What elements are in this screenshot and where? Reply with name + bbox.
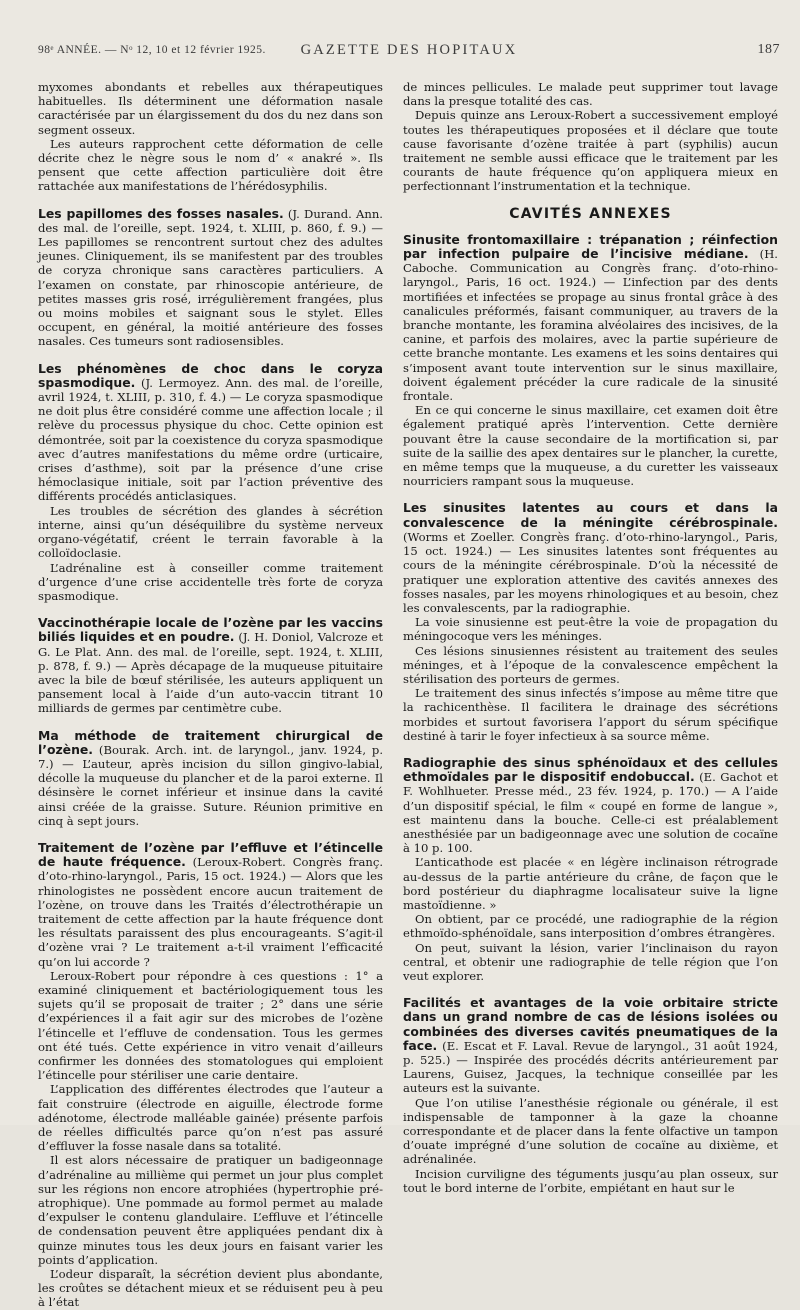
- page-number: 187: [757, 42, 780, 57]
- paragraph: Ces lésions sinusiennes résistent au traitement des seules méninges, et à l’époque de la convalescence empêchent la stérilisation des porteurs de germes.: [403, 643, 778, 686]
- article-methode-chirurgicale: [38, 729, 383, 828]
- paragraph: On obtient, par ce procédé, une radiographie de la région ethmoïdo-sphénoïdale, sans interposition d’ombres étrangères.: [403, 912, 778, 941]
- left-column: [38, 80, 384, 1310]
- paragraph: Leroux-Robert pour répondre à ces questions : 1° a examiné cliniquement et bactériologiquement tous les sujets qu’il se proposait de traiter ; 2° dans une série d’expériences il a fait agir sur des microbes de l’ozène l’étincelle et l’effluve de condensation. Tous les germes ont été tués. Cette expérience in vitro venait d’ailleurs confirmer les données des stomatologues qui emploient l’étincelle pour stériliser une carie dentaire.: [38, 968, 383, 1083]
- paragraph: Après décapage de la muqueuse pituitaire avec la bile de bœuf stérilisée, les auteurs appliquent un pansement local à l’aide d’un auto-vaccin titrant 10 milliards de germes par centimètre cube.: [38, 658, 384, 716]
- article-phenomenes-choc: [38, 362, 383, 603]
- article-citation: (E. Gachot et F. Wohlhueter. Presse méd., 23 fév. 1924, p. 170.) —: [403, 770, 779, 799]
- paragraph: Les sinusites latentes sont fréquentes au cours de la méningite cérébrospinale. D’où la nécessité de pratiquer une exploration attentive des cavités annexes des fosses nasales, par les moyens rhinologiques et au besoin, chez les convalescents, par la radiographie.: [403, 544, 779, 615]
- paragraph: Les auteurs rapprochent cette déformation de celle décrite chez le nègre sous le nom d’ « anakré ». Ils pensent que cette affection particulière doit être rattachée aux manifestations de l’hérédosyphilis.: [38, 136, 383, 194]
- article-voie-orbitaire: [403, 996, 778, 1195]
- article-title: Les papillomes des fosses nasales.: [38, 205, 284, 221]
- paragraph: de minces pellicules. Le malade peut supprimer tout lavage dans la presque totalité des cas.: [403, 80, 778, 109]
- article-haute-frequence: [38, 841, 383, 1310]
- paragraph: Alors que les rhinologistes ne possèdent encore aucun traitement de l’ozène, on trouve dans les Traités d’électrothérapie un traitement de cette affection par la haute fréquence dont les résultats paraissent des plus encourageants. S’agit-il d’ozène vrai ? Le traitement a-t-il vraiment l’efficacité qu’on lui accorde ?: [38, 869, 383, 969]
- article-citation: (Leroux-Robert. Congrès franç. d’oto-rhino-laryngol., Paris, 15 oct. 1924.) —: [38, 855, 384, 884]
- article-vaccinotherapie: [38, 616, 383, 715]
- article-title: Les sinusites latentes au cours et dans la convalescence de la méningite cérébrospinale.: [403, 500, 778, 530]
- paragraph: L’application des différentes électrodes que l’auteur a fait construire (électrode en aiguille, électrode forme adénotome, électrode malléable gainée) présente parfois de réelles difficultés parce qu’on n’est pas assuré d’effluver la fosse nasale dans sa totalité.: [38, 1082, 383, 1154]
- issue-info: 98ᵉ ANNÉE. — Nᵒ 12, 10 et 12 février 1925.: [38, 44, 266, 56]
- paragraph: Le coryza spasmodique ne doit plus être considéré comme une affection locale ; il relève du processus physique du choc. Cette opinion est démontrée, soit par la coexistence du coryza spasmodique avec d’autres manifestations du même ordre (urticaire, crises d’asthme), soit par la présence d’une crise hémoclasique initiale, soit par l’action préventive des différents procédés anticlasiques.: [38, 390, 383, 504]
- paragraph: L’adrénaline est à conseiller comme traitement d’urgence d’une crise accidentelle très forte de coryza spasmodique.: [38, 560, 383, 603]
- paragraph: Les papillomes se rencontrent surtout chez des adultes jeunes. Cliniquement, ils se manifestent par des troubles de coryza chronique sans caractères particuliers. A l’examen on constate, par rhinoscopie antérieure, de petites masses gris rosé, irrégulièrement frangées, plus ou moins mobiles et saignant sous le stylet. Elles occupent, en général, la moitié antérieure des fosses nasales. Ces tumeurs sont radiosensibles.: [38, 235, 383, 349]
- article-citation: (Bourak. Arch. int. de laryngol., janv. 1924, p. 7.) —: [38, 742, 384, 771]
- article-citation: (Worms et Zoeller. Congrès franç. d’oto-rhino-laryngol., Paris, 15 oct. 1924.) —: [403, 529, 778, 559]
- article-title: Facilités et avantages de la voie orbitaire stricte dans un grand nombre de cas de lésions isolées ou combinées des diverses cavités pneumatiques de la face.: [403, 995, 778, 1053]
- article-sinusites-latentes: [403, 501, 778, 742]
- paragraph: L’anticathode est placée « en légère inclinaison rétrograde au-dessus de la partie antérieure du crâne, de façon que le bord postérieur du diaphragme localisateur suive la ligne mastoïdienne. »: [403, 855, 778, 912]
- article-radiographie-sinus: [403, 756, 778, 983]
- article-title: Ma méthode de traitement chirurgical de l’ozène.: [38, 727, 383, 757]
- paragraph: Depuis quinze ans Leroux-Robert a successivement employé toutes les thérapeutiques proposées et il déclare que toute cause favorisante d’ozène traitée à part (syphilis) aucun traitement ne semble aussi efficace que le traitement par les courants de haute fréquence qu’on appliquera mieux en perfectionnant l’instrumentation et la technique.: [403, 108, 778, 194]
- paragraph: L’odeur disparaît, la sécrétion devient plus abondante, les croûtes se détachent mieux et se réduisent peu à peu à l’état: [38, 1267, 383, 1310]
- article-papillomes: [38, 207, 383, 349]
- article-title: Les phénomènes de choc dans le coryza spasmodique.: [38, 360, 383, 390]
- paragraph: Les troubles de sécrétion des glandes à sécrétion interne, ainsi qu’un déséquilibre du système nerveux organo-végétatif, créent le terrain favorable à la colloïdoclasie.: [38, 503, 383, 561]
- paragraph: Il est alors nécessaire de pratiquer un badigeonnage d’adrénaline au millième qui permet un jour plus complet sur les régions non encore atrophiées (hypertrophie pré-atrophique). Une pommade au formol permet au malade d’expulser le contenu glandulaire. L’effluve et l’étincelle de condensation peuvent être appliquées pendant dix à quinze minutes tous les deux jours en faisant varier les points d’application.: [38, 1153, 383, 1267]
- article-citation: (J. Lermoyez. Ann. des mal. de l’oreille, avril 1924, t. XLIII, p. 310, f. 4.) —: [38, 375, 384, 405]
- article-title: Sinusite frontomaxillaire : trépanation ; réinfection par infection pulpaire de l’incisive médiane.: [403, 231, 778, 262]
- paragraph: En ce qui concerne le sinus maxillaire, cet examen doit être également pratiqué après l’intervention. Cette dernière pouvant être la cause secondaire de la mortification si, par suite de la saillie des apex dentaires sur le plancher, la curette, en même temps que la muqueuse, a du curetter les vaisseaux nourriciers rampant sous la muqueuse.: [403, 403, 778, 489]
- paragraph: Incision curviligne des téguments jusqu’au plan osseux, sur tout le bord interne de l’orbite, empiétant en haut sur le: [403, 1166, 778, 1195]
- paragraph: Le traitement des sinus infectés s’impose au même titre que la rachicenthèse. Il facilitera le drainage des sécrétions morbides et surtout favorisera l’apport du sérum spécifique destiné à tarir le foyer infectieux à sa source même.: [403, 686, 778, 743]
- paragraph: Inspirée des procédés décrits antérieurement par Laurens, Guisez, Jacques, la technique conseillée par les auteurs est la suivante.: [403, 1053, 779, 1096]
- paragraph: myxomes abondants et rebelles aux thérapeutiques habituelles. Ils déterminent une déformation nasale caractérisée par un élargissement du dos du nez dans son segment osseux.: [38, 80, 383, 137]
- article-citation: (H. Caboche. Communication au Congrès franç. d’oto-rhino-laryngol., Paris, 16 oct. 1924.) —: [403, 247, 778, 290]
- article-citation: (J. H. Doniol, Valcroze et G. Le Plat. Ann. des mal. de l’oreille, sept. 1924, t. XLIII, p. 878, f. 9.) —: [38, 630, 383, 673]
- article-title: Radiographie des sinus sphénoïdaux et des cellules ethmoïdales par le dispositif endobuccal.: [403, 754, 778, 785]
- article-continued: [403, 80, 778, 194]
- page-header: [38, 40, 780, 62]
- paragraph: Que l’on utilise l’anesthésie régionale ou générale, il est indispensable de tamponner à la gaze la choanne correspondante et de placer dans la fente olfactive un tampon d’ouate imprégné d’une solution de cocaïne au dixième, et adrénalinée.: [403, 1095, 778, 1167]
- paragraph: La voie sinusienne est peut-être la voie de propagation du méningocoque vers les méninges.: [403, 615, 778, 644]
- section-heading: CAVITÉS ANNEXES: [509, 205, 672, 222]
- paragraph: L’infection par des dents mortifiées et infectées se propage au sinus frontal grâce à des canalicules préformés, faisant communiquer, au travers de la branche montante, les foramina alvéolaires des incisives, de la canine, et parfois des molaires, avec la partie supérieure de cette branche montante. Les examens et les soins dentaires qui s’imposent avant toute intervention sur le sinus maxillaire, doivent également précéder la cure radicale de la sinusité frontale.: [403, 275, 779, 404]
- paragraph: On peut, suivant la lésion, varier l’inclinaison du rayon central, et obtenir une radiographie de telle région que l’on veut explorer.: [403, 940, 778, 983]
- article-sinusite-frontomaxillaire: [403, 233, 778, 489]
- paragraph: A l’aide d’un dispositif spécial, le film « coupé en forme de langue », est maintenu dans la bouche. Celle-ci est préalablement anesthésiée par un badigeonnage avec une solution de cocaïne à 10 p. 100.: [403, 784, 779, 856]
- article-title: Vaccinothérapie locale de l’ozène par les vaccins biliés liquides et en poudre.: [38, 615, 383, 645]
- article-citation: (J. Durand. Ann. des mal. de l’oreille, sept. 1924, t. XLIII, p. 860, f. 9.) —: [38, 206, 383, 235]
- article-citation: (E. Escat et F. Laval. Revue de laryngol., 31 août 1924, p. 525.) —: [403, 1038, 778, 1067]
- right-column: [403, 80, 779, 1195]
- paragraph: L’auteur, après incision du sillon gingivo-labial, décolle la muqueuse du plancher et de la paroi externe. Il désinsère le cornet inférieur et insinue dans la cavité ainsi créée de la graisse. Suture. Réunion primitive en cinq à sept jours.: [38, 756, 383, 828]
- journal-title: GAZETTE DES HOPITAUX: [300, 42, 518, 58]
- article-title: Traitement de l’ozène par l’effluve et l’étincelle de haute fréquence.: [38, 839, 383, 870]
- article-continued: [38, 80, 383, 194]
